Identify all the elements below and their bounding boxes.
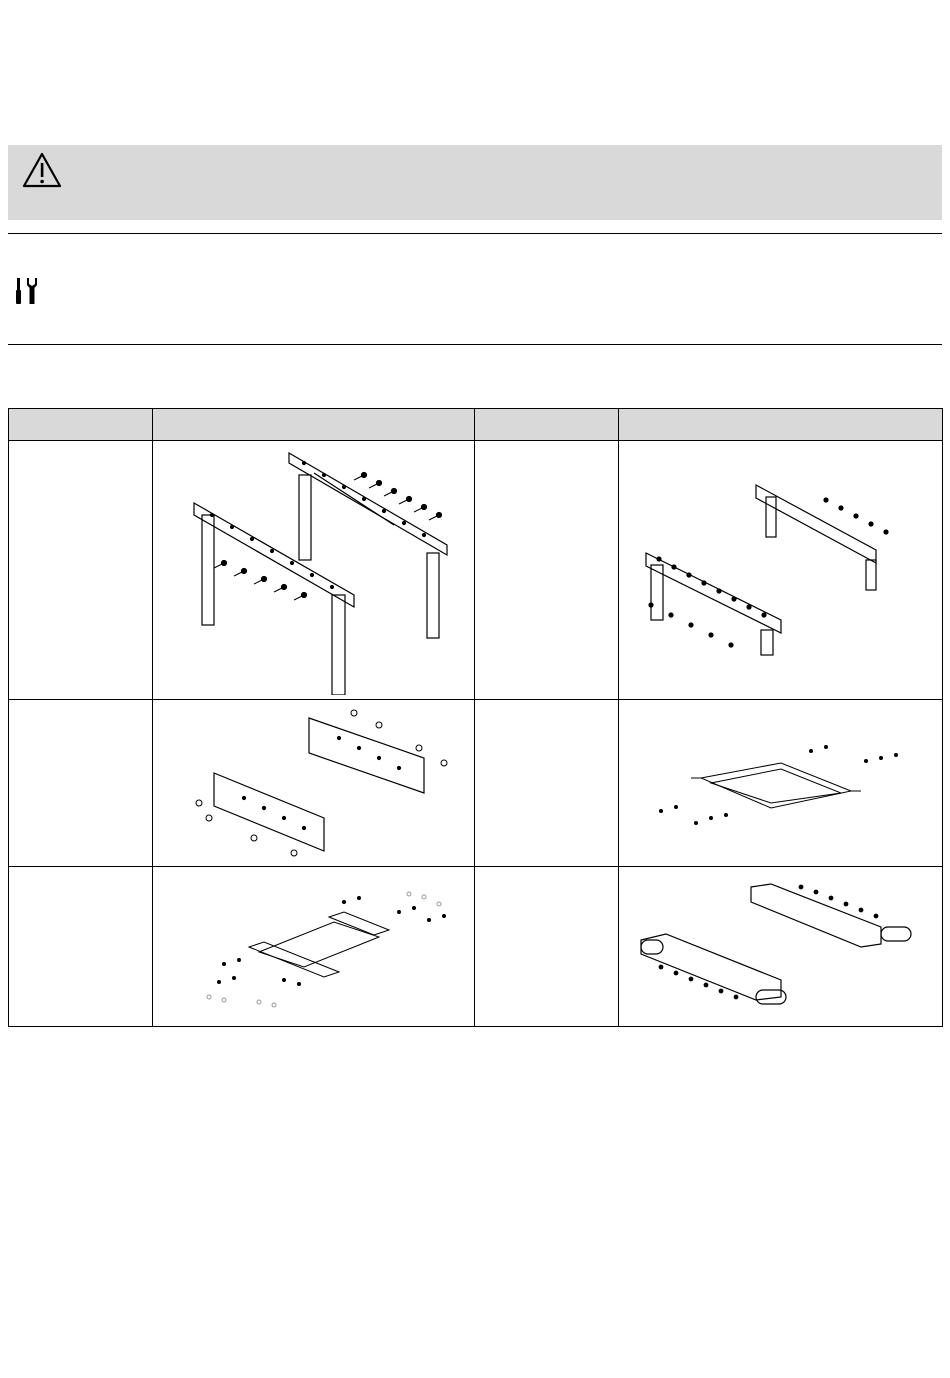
table-row [9,867,943,1027]
header-cell [9,409,153,441]
parts-table [8,408,943,1027]
part-label [475,441,619,700]
header-cell [475,409,619,441]
part-label [475,867,619,1027]
part-label [9,441,153,700]
flat-plate-pair-diagram [164,703,464,863]
header-cell [619,409,943,441]
warning-banner [8,145,942,220]
divider-top [8,233,942,234]
tools-icon [12,276,42,306]
bracket-pair-with-handles-diagram [631,872,931,1022]
bracket-pair-with-legs-diagram [164,445,464,695]
table-header-row [9,409,943,441]
frame-assembly-diagram [631,703,931,863]
bracket-pair-with-short-legs-diagram [631,445,931,695]
table-row [9,441,943,700]
part-label [475,700,619,867]
divider-bottom [8,344,942,345]
warning-triangle-icon [22,152,62,188]
part-label [9,700,153,867]
table-row [9,700,943,867]
frame-with-side-plates-diagram [164,872,464,1022]
header-cell [153,409,475,441]
part-label [9,867,153,1027]
